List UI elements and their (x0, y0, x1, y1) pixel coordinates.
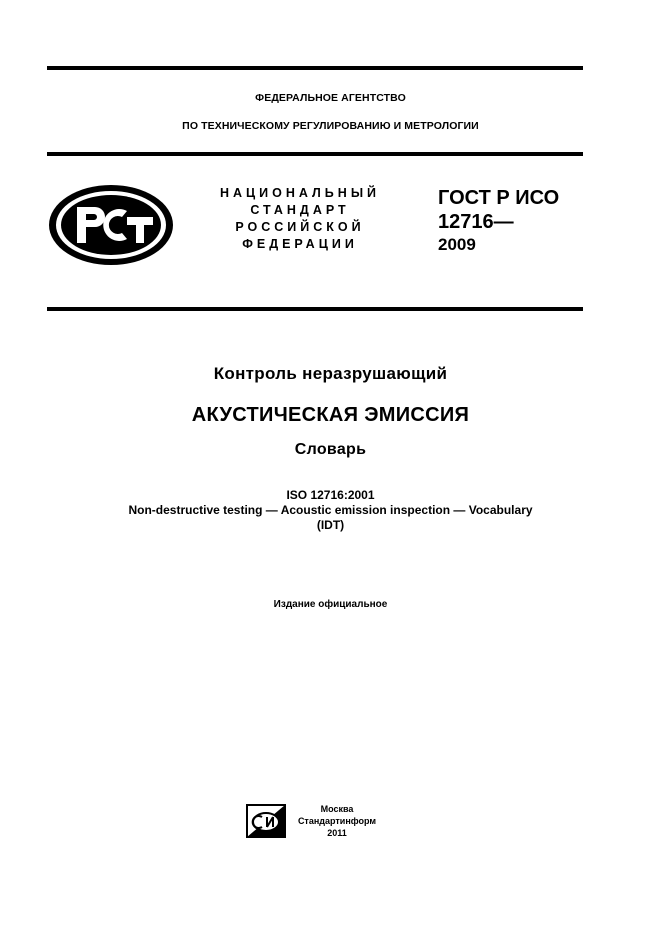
standard-code-line-1: ГОСТ Р ИСО (438, 187, 560, 209)
iso-english-title: Non-destructive testing — Acoustic emission inspection — Vocabulary (128, 503, 533, 517)
standard-code-line-2: 12716— (438, 211, 514, 233)
standard-line-4: ФЕДЕРАЦИИ (242, 237, 358, 251)
standard-line-2: СТАНДАРТ (250, 203, 350, 217)
publisher-city: Москва (320, 804, 354, 814)
agency-line-1: ФЕДЕРАЛЬНОЕ АГЕНТСТВО (255, 92, 406, 104)
document-title-line-2: АКУСТИЧЕСКАЯ ЭМИССИЯ (191, 404, 470, 426)
publisher-logo (246, 804, 286, 838)
document-title-line-3: Словарь (294, 441, 367, 458)
standard-line-1: НАЦИОНАЛЬНЫЙ (219, 186, 381, 200)
standard-line-3: РОССИЙСКОЙ (235, 220, 365, 234)
iso-equivalence: (IDT) (316, 518, 345, 532)
standard-designation (438, 186, 559, 256)
national-standard-label (205, 185, 395, 253)
middle-rule (47, 152, 583, 156)
gost-r-mark-logo (47, 183, 175, 267)
edition-note: Издание официальное (273, 599, 388, 610)
document-title-line-1: Контроль неразрушающий (213, 364, 448, 383)
standard-year: 2009 (438, 235, 476, 254)
bottom-rule (47, 307, 583, 311)
agency-line-2: ПО ТЕХНИЧЕСКОМУ РЕГУЛИРОВАНИЮ И МЕТРОЛОГИИ (182, 120, 479, 132)
publisher-imprint (292, 803, 382, 839)
iso-reference: ISO 12716:2001 (286, 488, 375, 502)
publisher-year: 2011 (327, 828, 347, 838)
publisher-name: Стандартинформ (297, 816, 377, 826)
top-rule (47, 66, 583, 70)
